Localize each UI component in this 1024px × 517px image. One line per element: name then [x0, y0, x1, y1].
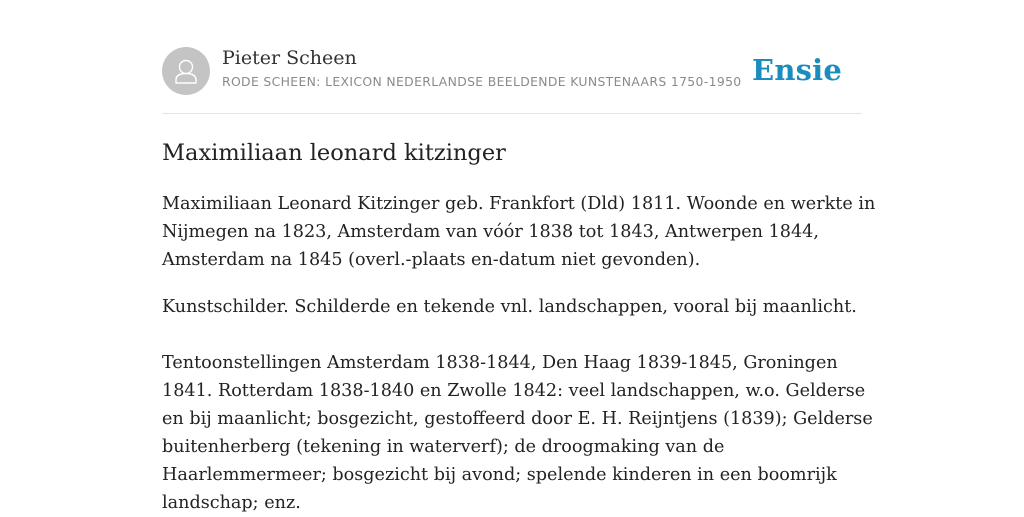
page-header	[162, 46, 862, 96]
article-paragraph: Tentoonstellingen Amsterdam 1838-1844, Den Haag 1839-1845, Groningen 1841. Rotterdam 1838-1840 en Zwolle 1842: veel landschappen, w.o. Gelderse en bij maanlicht; bosgezicht, gestoffeerd door E. H. Reijntjens (1839); Gelderse buitenherberg (tekening in waterverf); de droogmaking van de Haarlemmermeer; bosgezicht bij avond; spelende kinderen in een boomrijk landschap; enz.	[162, 353, 873, 513]
author-avatar[interactable]	[162, 47, 210, 95]
article-title: Maximiliaan leonard kitzinger	[162, 140, 506, 166]
article-paragraph: Kunstschilder. Schilderde en tekende vnl. landschappen, vooral bij maanlicht.	[162, 297, 857, 317]
source-title[interactable]: RODE SCHEEN: LEXICON NEDERLANDSE BEELDENDE KUNSTENAARS 1750-1950	[222, 74, 742, 89]
article-paragraph: Maximiliaan Leonard Kitzinger geb. Frankfort (Dld) 1811. Woonde en werkte in Nijmegen na 1823, Amsterdam van vóór 1838 tot 1843, Antwerpen 1844, Amsterdam na 1845 (overl.-plaats en-datum niet gevonden).	[162, 194, 876, 270]
author-name[interactable]: Pieter Scheen	[222, 47, 357, 69]
article-body	[162, 190, 882, 517]
site-logo[interactable]: Ensie	[752, 53, 842, 87]
header-divider	[162, 113, 862, 114]
user-silhouette-icon	[162, 47, 210, 95]
